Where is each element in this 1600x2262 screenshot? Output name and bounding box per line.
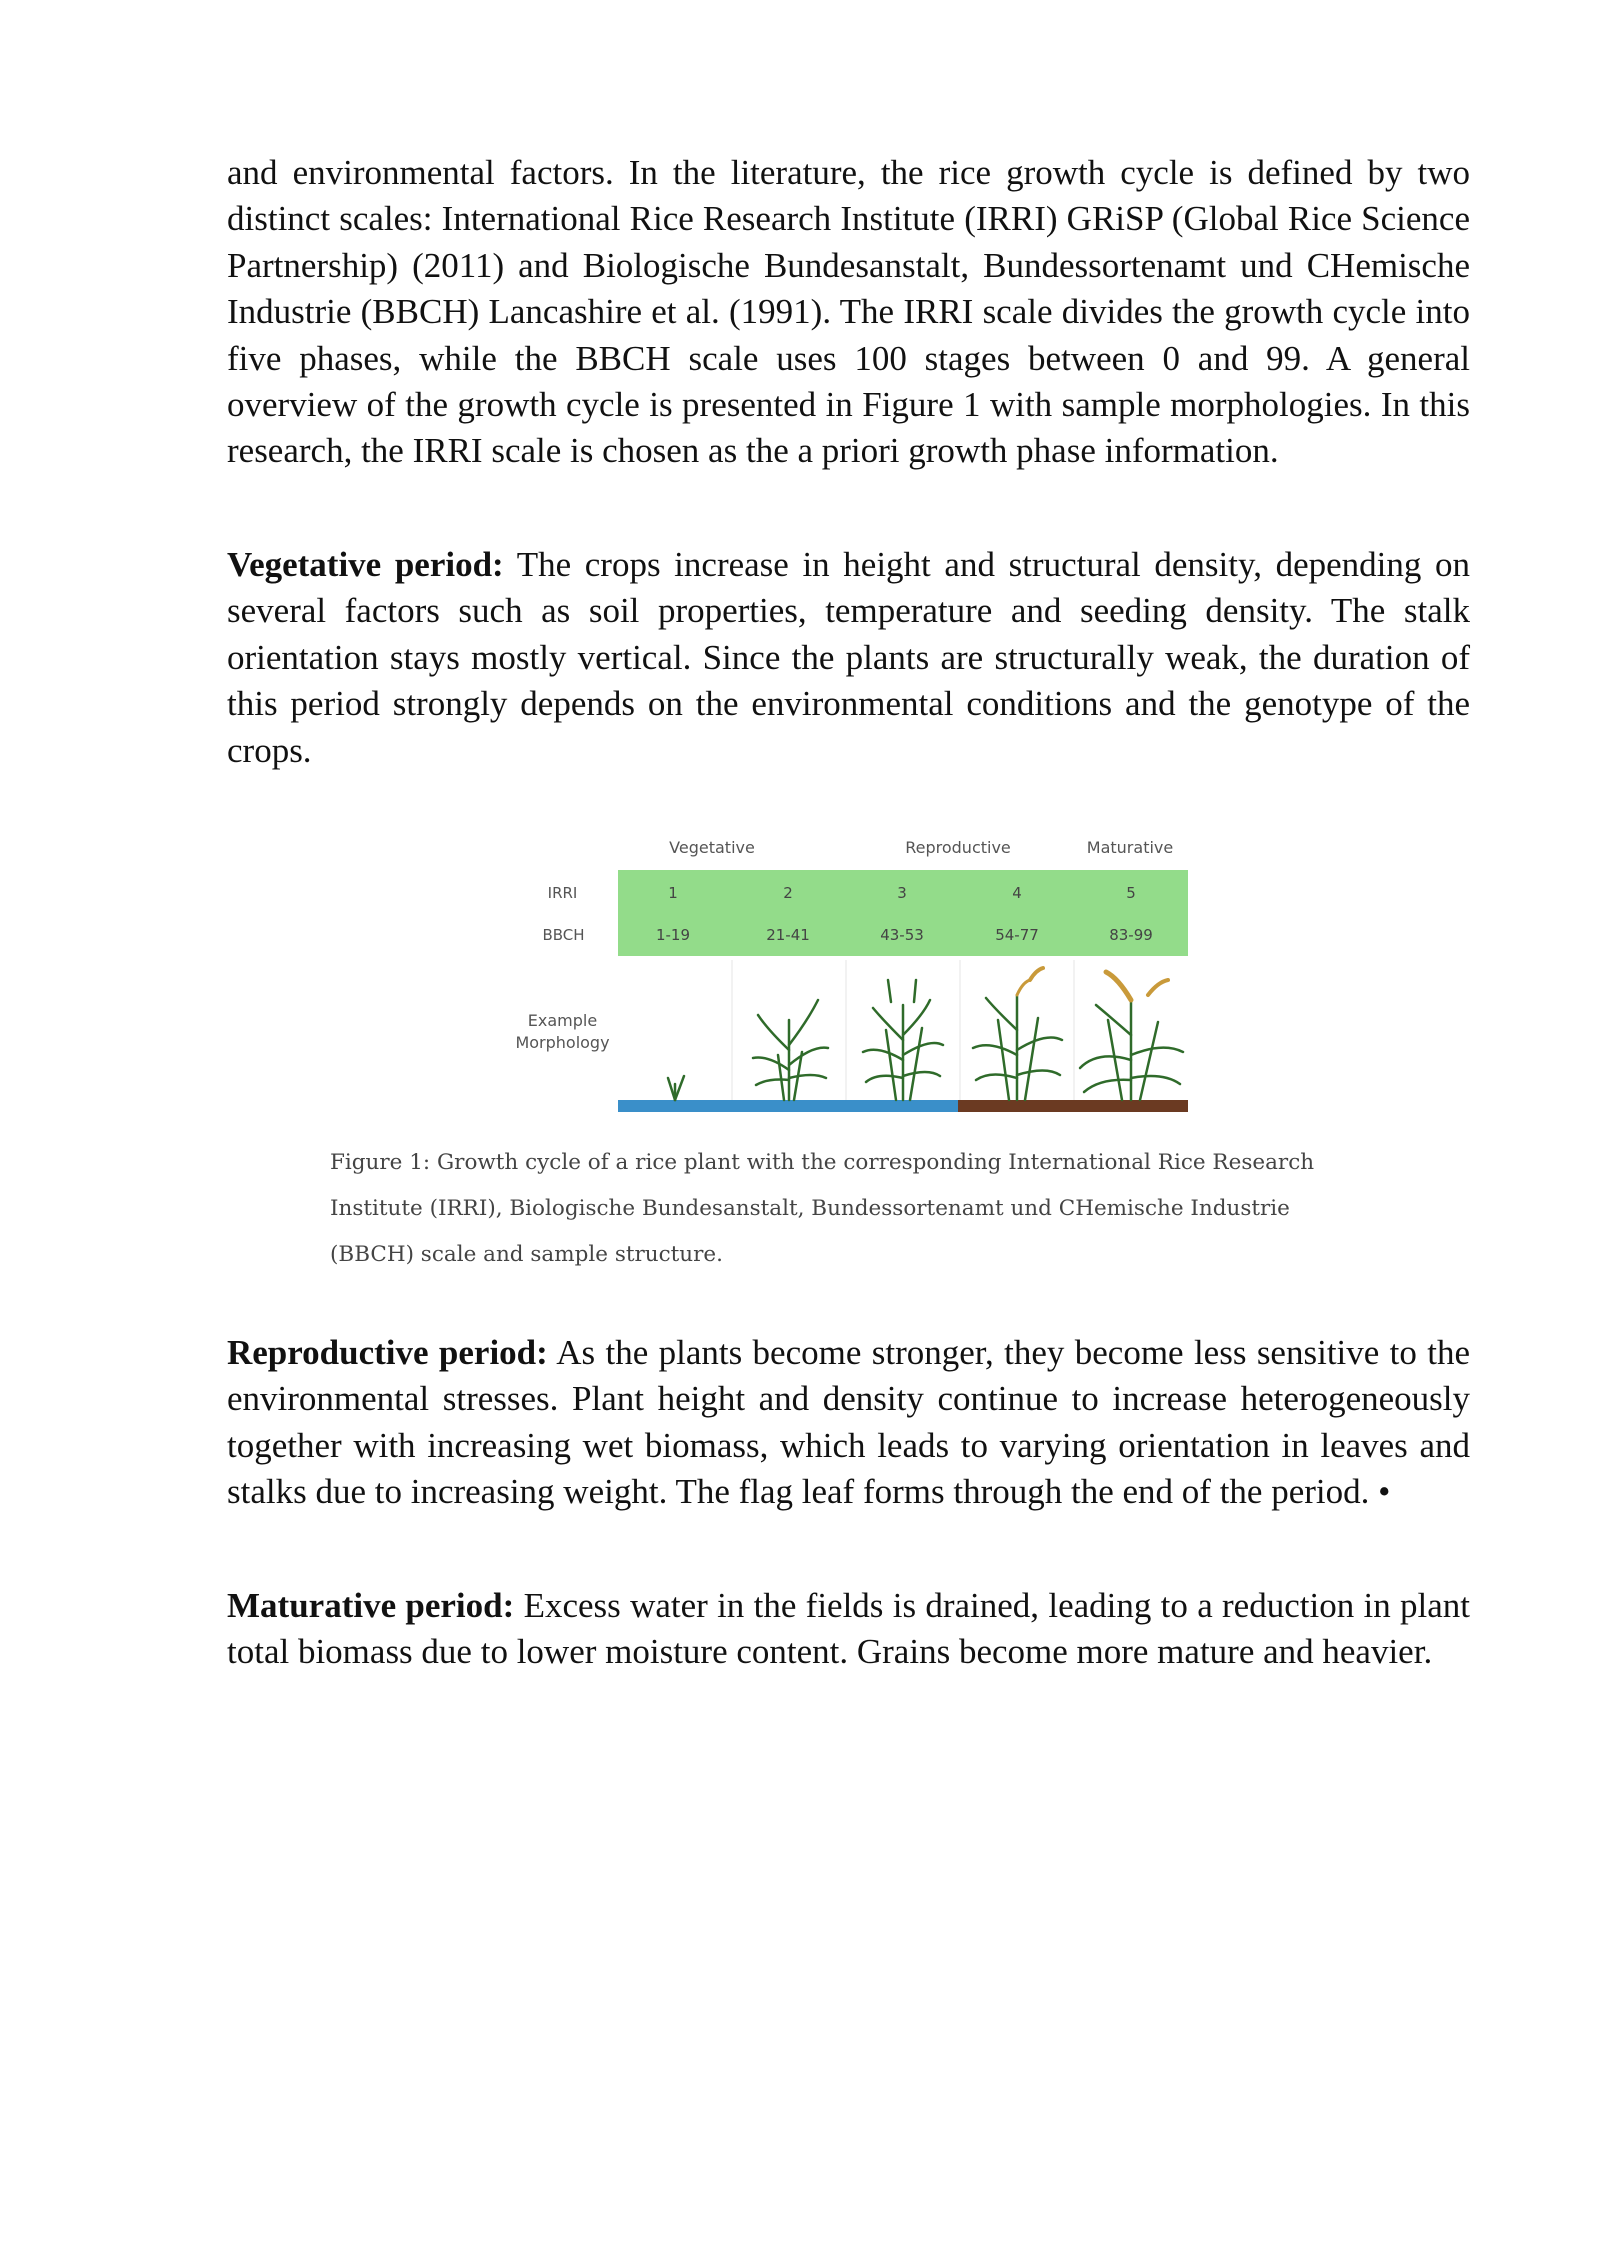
- morphology-label-line1: Example: [527, 1011, 598, 1030]
- booting-plant-icon: [863, 980, 943, 1100]
- bbch-cell-1: 1-19: [655, 926, 691, 944]
- growth-cycle-figure: [500, 830, 1220, 1120]
- reproductive-heading: Reproductive period:: [227, 1333, 548, 1372]
- maturative-body: Excess water in the fields is drained, leading to a reduction in plant total biomass due to lower moisture content. Grains become more mature and heavier.: [227, 1586, 1470, 1672]
- figure-caption: Figure 1: Growth cycle of a rice plant with the corresponding International Rice Research Institute (IRRI), Biologische Bundesanstalt, Bundessortenamt und CHemische Industrie (BBCH) scale and sample structure.: [330, 1150, 1315, 1267]
- irri-cell-4: 4: [1012, 884, 1022, 902]
- vegetative-heading: Vegetative period:: [227, 545, 504, 584]
- seedling-icon: [668, 1076, 684, 1100]
- bbch-cell-3: 43-53: [880, 926, 924, 944]
- period-label-vegetative: Vegetative: [669, 838, 755, 857]
- bbch-cell-5: 83-99: [1109, 926, 1153, 944]
- bbch-row-label: BBCH: [542, 926, 585, 944]
- water-strip: [618, 1100, 968, 1112]
- irri-row-label: IRRI: [547, 884, 578, 902]
- maturative-heading: Maturative period:: [227, 1586, 515, 1625]
- reproductive-paragraph: [227, 1330, 1470, 1516]
- bbch-cell-4: 54-77: [995, 926, 1039, 944]
- morphology-illustration: [618, 960, 1188, 1120]
- morphology-label-line2: Morphology: [515, 1033, 610, 1052]
- irri-cell-3: 3: [897, 884, 907, 902]
- irri-cell-2: 2: [783, 884, 793, 902]
- vegetative-body: The crops increase in height and structural density, depending on several factors such as soil properties, temperature and seeding density. The stalk orientation stays mostly vertical. Since the plants are structurally weak, the duration of this period strongly depends on the environmental conditions and the genotype of the crops.: [227, 545, 1470, 770]
- vegetative-paragraph: [227, 542, 1470, 774]
- bbch-cell-2: 21-41: [766, 926, 810, 944]
- tillering-plant-icon: [753, 1000, 828, 1100]
- reproductive-body: As the plants become stronger, they become less sensitive to the environmental stresses. Plant height and density continue to increase heterogeneously together with increasing wet biomass, which leads to varying orientation in leaves and stalks due to increasing weight. The flag leaf forms through the end of the period. •: [227, 1333, 1470, 1512]
- irri-cell-1: 1: [668, 884, 678, 902]
- irri-cell-5: 5: [1126, 884, 1136, 902]
- period-label-maturative: Maturative: [1086, 838, 1174, 857]
- intro-paragraph: and environmental factors. In the literature, the rice growth cycle is defined by two distinct scales: International Rice Research Institute (IRRI) GRiSP (Global Rice Science Partnership) (2011) and Biologische Bundesanstalt, Bundessortenamt und CHemische Industrie (BBCH) Lancashire et al. (1991). The IRRI scale divides the growth cycle into five phases, while the BBCH scale uses 100 stages between 0 and 99. A general overview of the growth cycle is presented in Figure 1 with sample morphologies. In this research, the IRRI scale is chosen as the a priori growth phase information.: [227, 153, 1470, 471]
- period-label-reproductive: Reproductive: [905, 838, 1011, 857]
- morphology-label: [500, 1010, 625, 1054]
- heading-plant-icon: [973, 968, 1062, 1100]
- maturative-paragraph: [227, 1583, 1470, 1676]
- soil-strip: [958, 1100, 1188, 1112]
- mature-plant-icon: [1080, 972, 1183, 1100]
